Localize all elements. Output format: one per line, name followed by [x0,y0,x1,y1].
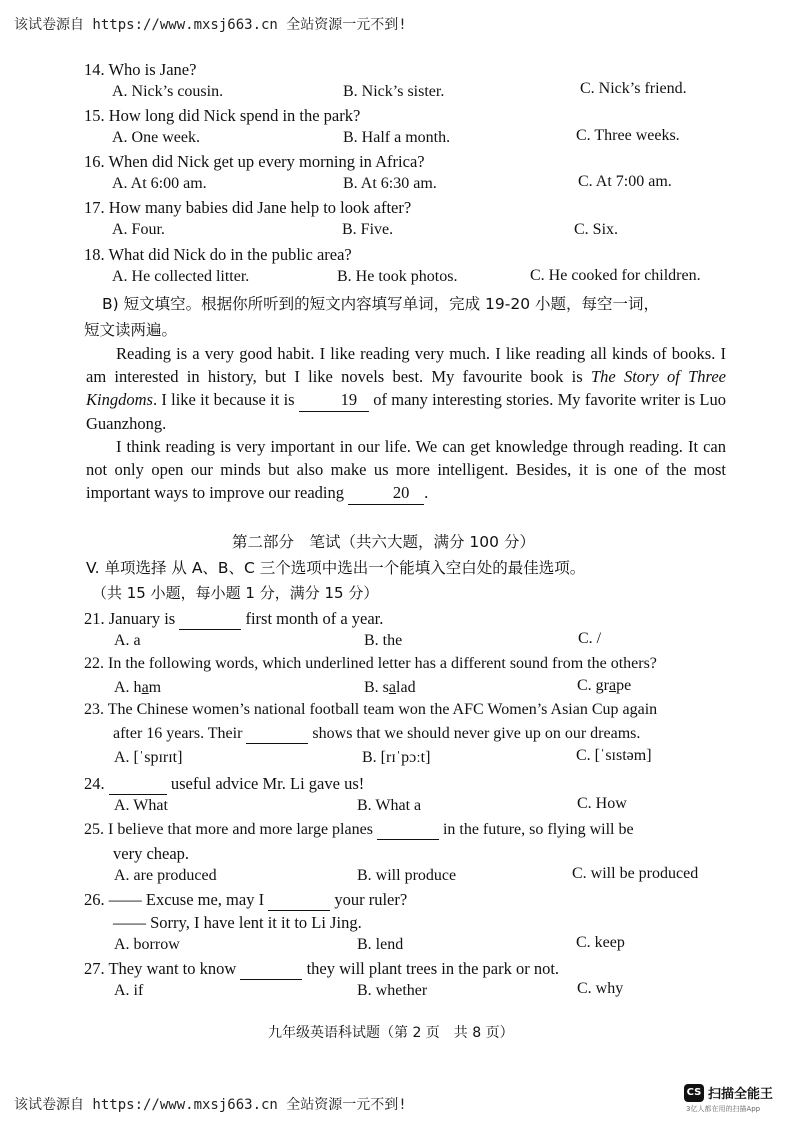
question-15-option-b: B. Half a month. [343,129,451,146]
question-text: after 16 years. Their [113,725,243,742]
question-21-option-a: A. a [114,632,141,649]
option-text: A. h [114,679,142,696]
passage-p2-end: . [424,483,429,502]
question-16-option-b: B. At 6:30 am. [343,175,437,192]
answer-blank [240,959,302,980]
question-27-option-c: C. why [577,980,624,997]
question-27-stem [84,959,559,980]
question-26-option-b: B. lend [357,936,404,953]
question-21-option-b: B. the [364,632,403,649]
question-24-option-c: C. How [577,795,627,812]
question-text: in the future, so flying will be [442,821,634,838]
question-17-option-a: A. Four. [112,221,165,238]
underlined-letter: a [388,679,397,696]
question-23-option-b: B. [rɪˈpɔːt] [362,749,431,766]
passage-p1-text-3: of many interesting stories. My favorite writer is Luo Guanzhong. [86,390,726,433]
question-21-stem [84,609,383,630]
question-15-option-c: C. Three weeks. [576,127,680,144]
answer-blank [377,821,439,840]
part2-title: 第二部分 笔试（共六大题，满分 100 分） [232,533,535,551]
question-24-option-b: B. What a [357,797,422,814]
question-14-option-b: B. Nick’s sister. [343,83,445,100]
question-15-stem: 15. How long did Nick spend in the park? [84,106,361,125]
question-23-line2 [113,725,640,744]
question-25-option-a: A. are produced [114,867,217,884]
question-25-line1 [84,821,634,840]
answer-blank [109,774,167,795]
question-text: I believe that more and more large planes [108,821,373,838]
camscanner-logo-icon: CS [684,1084,704,1102]
question-26-option-c: C. keep [576,934,625,951]
question-number: 24. [84,774,105,793]
underlined-letter: a [609,677,617,694]
question-18-option-c: C. He cooked for children. [530,267,701,284]
section5-instruction-line1: V. 单项选择 从 A、B、C 三个选项中选出一个能填入空白处的最佳选项。 [86,559,586,577]
section-b-instruction-line2: 短文读两遍。 [84,321,178,339]
camscanner-logo-subtitle: 3亿人都在用的扫描App [686,1105,761,1113]
question-22-option-b [364,679,416,697]
passage-paragraph-1 [86,342,726,435]
passage-paragraph-2 [86,435,726,505]
question-26-line2: —— Sorry, I have lent it it to Li Jing. [113,913,362,932]
question-25-line2: very cheap. [113,844,190,863]
page-footer: 九年级英语科试题（第 2 页 共 8 页） [268,1025,514,1041]
camscanner-logo-text: 扫描全能王 [708,1087,774,1102]
question-number: 22. [84,655,104,672]
option-text: B. s [364,679,389,696]
underlined-letter: a [141,679,149,696]
question-16-option-a: A. At 6:00 am. [112,175,207,192]
passage-p1-text: Reading is a very good habit. I like reading very much. I like reading all kinds of books. I am interested in history, but I like novels best. My favourite book is [86,344,726,386]
question-23-option-a: A. [ˈspɪrɪt] [114,749,183,766]
question-text: The Chinese women’s national football team won the AFC Women’s Asian Cup again [107,701,658,718]
question-number: 27. [84,959,105,978]
question-21-option-c: C. / [578,630,602,647]
question-14-option-c: C. Nick’s friend. [580,80,687,97]
option-text: C. gr [577,677,609,694]
question-text: —— Excuse me, may I [108,890,265,909]
option-text: m [148,679,162,696]
question-17-option-b: B. Five. [342,221,394,238]
option-text: lad [396,679,416,696]
question-23-line1 [84,701,657,719]
passage-p2-text: I think reading is very important in our life. We can get knowledge through reading. It can not only open our minds but also make us more intelligent. Besides, it is one of the most important ways to improve our reading [86,437,726,502]
question-18-stem: 18. What did Nick do in the public area? [84,245,352,264]
question-17-option-c: C. Six. [574,221,619,238]
question-24-stem [84,774,364,795]
question-22-stem [84,655,657,673]
question-27-option-b: B. whether [357,982,428,999]
question-26-line1 [84,890,407,911]
question-22-option-c [577,677,631,695]
question-23-option-c: C. [ˈsɪstəm] [576,747,652,764]
question-16-stem: 16. When did Nick get up every morning in Africa? [84,152,425,171]
question-14-option-a: A. Nick’s cousin. [112,83,224,100]
question-27-option-a: A. if [114,982,144,999]
section5-instruction-line2: （共 15 小题，每小题 1 分，满分 15 分） [92,584,379,602]
question-text: January is [108,609,176,628]
question-text: useful advice Mr. Li gave us! [170,774,365,793]
answer-blank [179,609,241,630]
question-number: 23. [84,701,104,718]
passage-p1-text-2: . I like it because it is [152,390,299,409]
question-text: In the following words, which underlined letter has a different sound from the others? [108,655,657,672]
answer-blank [268,890,330,911]
question-18-option-a: A. He collected litter. [112,268,250,285]
question-text: first month of a year. [245,609,384,628]
question-25-option-c: C. will be produced [572,865,699,882]
question-26-option-a: A. borrow [114,936,180,953]
watermark-bottom: 该试卷源自 https://www.mxsj663.cn 全站资源一元不到! [14,1097,407,1113]
question-25-option-b: B. will produce [357,867,457,884]
answer-blank [246,725,308,744]
question-number: 26. [84,890,105,909]
question-24-option-a: A. What [114,797,168,814]
option-text: pe [616,677,632,694]
question-15-option-a: A. One week. [112,129,200,146]
section-b-instruction-line1: B) 短文填空。根据你所听到的短文内容填写单词，完成 19-20 小题，每空一词， [102,295,660,313]
blank-20: 20 [348,481,424,505]
watermark-top: 该试卷源自 https://www.mxsj663.cn 全站资源一元不到! [14,17,407,33]
question-text: your ruler? [334,890,408,909]
question-number: 25. [84,821,104,838]
book-title: The Story of Three Kingdoms [86,367,727,409]
question-18-option-b: B. He took photos. [337,268,458,285]
question-text: They want to know [108,959,237,978]
question-number: 21. [84,609,105,628]
question-22-option-a [114,679,161,697]
question-text: they will plant trees in the park or not. [306,959,560,978]
question-17-stem: 17. How many babies did Jane help to look after? [84,198,412,217]
question-16-option-c: C. At 7:00 am. [578,173,672,190]
question-text: shows that we should never give up on our dreams. [312,725,641,742]
question-14-stem: 14. Who is Jane? [84,60,197,79]
blank-19: 19 [299,388,369,412]
